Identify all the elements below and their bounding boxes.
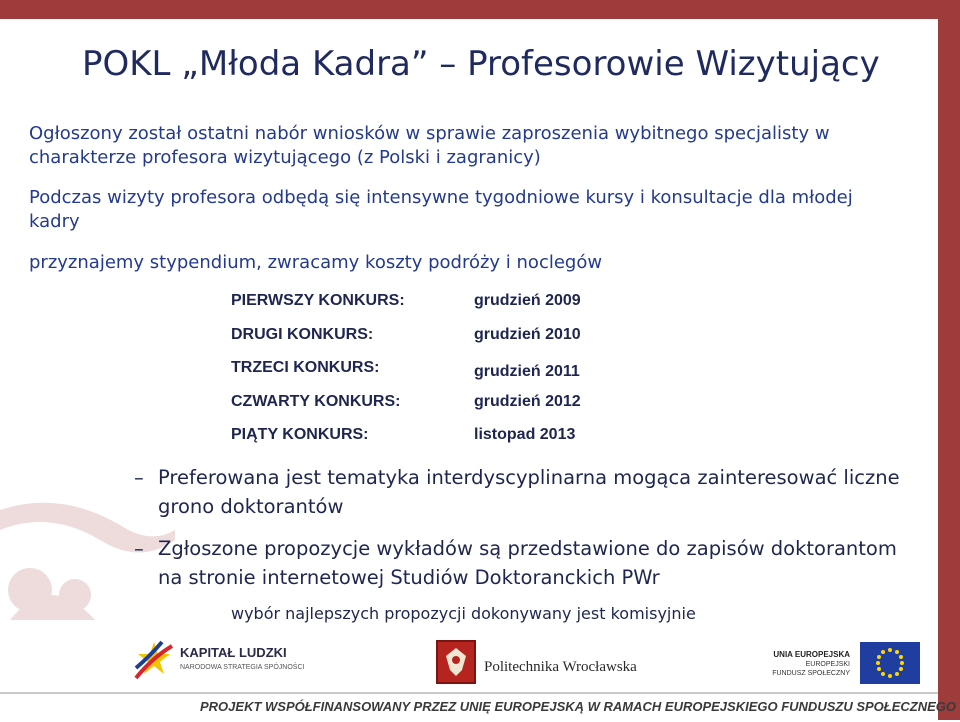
contest-date: grudzień 2009 bbox=[474, 292, 581, 309]
kapital-ludzki-logo bbox=[132, 638, 176, 684]
bullet-registration bbox=[134, 534, 918, 592]
scholarship-paragraph: przyznajemy stypendium, zwracamy koszty podróży i noclegów bbox=[29, 252, 603, 273]
intro-paragraph: Ogłoszony został ostatni nabór wniosków w sprawie zaproszenia wybitnego specjalisty w charakterze profesora wizytującego (z Polski i zagranicy) bbox=[29, 123, 830, 168]
visit-paragraph: Podczas wizyty profesora odbędą się intensywne tygodniowe kursy i konsultacje dla młodej kadry bbox=[29, 187, 853, 232]
bullet-text: Zgłoszone propozycje wykładów są przedstawione do zapisów doktorantom na stronie internetowej Studiów Doktoranckich PWr bbox=[158, 537, 897, 589]
contest-name: TRZECI KONKURS: bbox=[231, 359, 380, 376]
contest-name: DRUGI KONKURS: bbox=[231, 326, 374, 343]
dash-marker: – bbox=[134, 466, 144, 489]
pwr-name: Politechnika Wrocławska bbox=[484, 659, 637, 675]
contest-date: grudzień 2012 bbox=[474, 393, 581, 410]
dash-marker: – bbox=[134, 537, 144, 560]
footer-bar bbox=[0, 692, 956, 722]
top-accent-bar bbox=[0, 0, 960, 19]
kapital-ludzki-subtitle: NARODOWA STRATEGIA SPÓJNOŚCI bbox=[180, 664, 305, 671]
contest-row bbox=[231, 359, 580, 380]
footer-text: PROJEKT WSPÓŁFINANSOWANY PRZEZ UNIĘ EUROPEJSKĄ W RAMACH EUROPEJSKIEGO FUNDUSZU SPOŁECZNEGO bbox=[200, 699, 956, 714]
bullet-text: Preferowana jest tematyka interdyscyplinarna mogąca zainteresować liczne grono doktorantów bbox=[158, 466, 900, 518]
contest-name: PIĄTY KONKURS: bbox=[231, 426, 369, 443]
contest-date: grudzień 2011 bbox=[474, 363, 580, 380]
right-accent-bar bbox=[938, 0, 960, 720]
eu-subtitle-1: EUROPEJSKI bbox=[805, 661, 850, 668]
decorative-folk-ornament bbox=[0, 470, 180, 640]
contest-row bbox=[231, 393, 581, 411]
contest-date: listopad 2013 bbox=[474, 426, 576, 443]
contest-row bbox=[231, 426, 576, 444]
contest-name: CZWARTY KONKURS: bbox=[231, 393, 401, 410]
contest-row bbox=[231, 326, 581, 344]
selection-note: wybór najlepszych propozycji dokonywany jest komisyjnie bbox=[231, 604, 696, 623]
bullet-topic bbox=[134, 463, 918, 521]
contest-name: PIERWSZY KONKURS: bbox=[231, 292, 405, 309]
kapital-ludzki-title: KAPITAŁ LUDZKI bbox=[180, 645, 287, 660]
page-title: POKL „Młoda Kadra” – Profesorowie Wizytujący bbox=[82, 44, 880, 84]
contest-date: grudzień 2010 bbox=[474, 326, 581, 343]
eu-subtitle-2: FUNDUSZ SPOŁECZNY bbox=[772, 670, 850, 677]
pwr-crest-icon bbox=[436, 640, 476, 684]
eu-title: UNIA EUROPEJSKA bbox=[773, 650, 850, 659]
logo-strip bbox=[0, 630, 938, 692]
contest-row bbox=[231, 292, 581, 310]
eu-flag-icon bbox=[860, 642, 920, 684]
